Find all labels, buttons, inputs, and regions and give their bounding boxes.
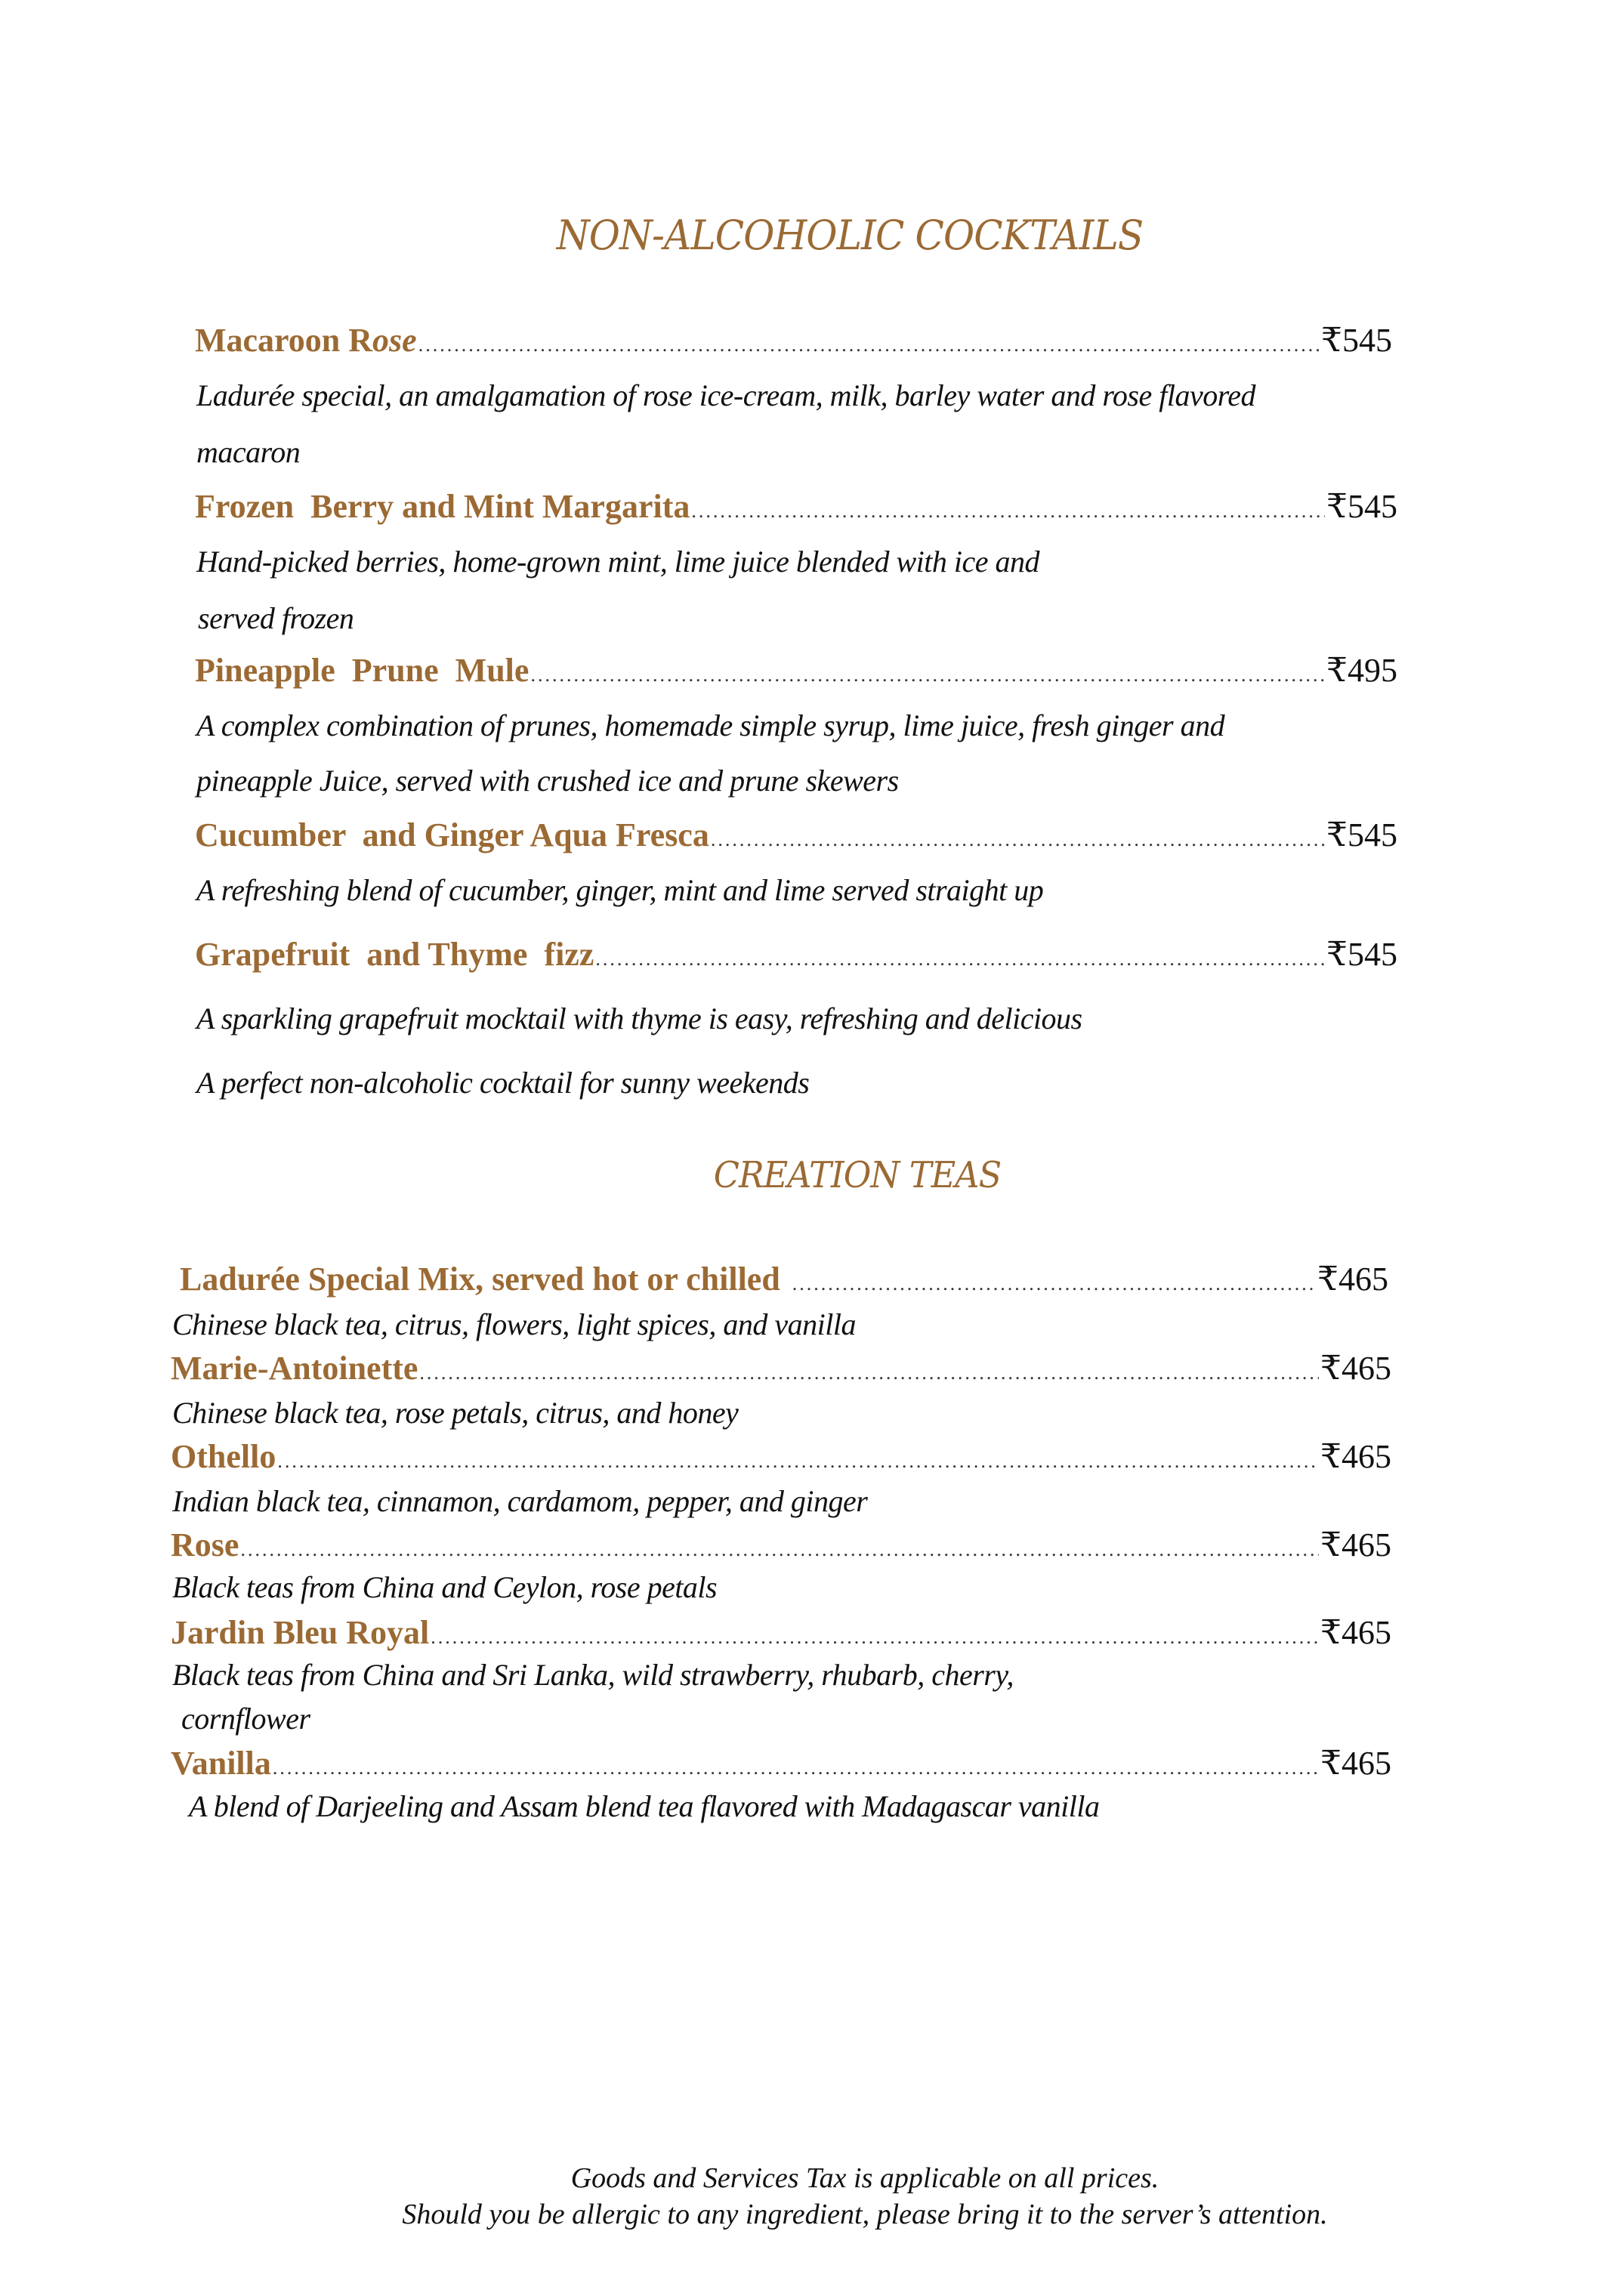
item-name: Frozen Berry and Mint Margarita xyxy=(195,488,690,525)
dot-leader xyxy=(595,948,1325,971)
section-title-non-alcoholic-cocktails: NON-ALCOHOLIC COCKTAILS xyxy=(556,211,1144,259)
menu-item-othello xyxy=(171,1437,1391,1476)
item-description: Chinese black tea, citrus, flowers, light spices, and vanilla xyxy=(172,1307,856,1341)
item-description: served frozen xyxy=(198,601,354,635)
item-price: ₹545 xyxy=(1326,936,1397,973)
item-name: Rose xyxy=(171,1526,239,1563)
item-description: pineapple Juice, served with crushed ice and prune skewers xyxy=(196,764,899,798)
item-price: ₹495 xyxy=(1326,652,1397,689)
dot-leader xyxy=(691,500,1325,523)
item-price: ₹465 xyxy=(1320,1745,1391,1782)
item-description: Chinese black tea, rose petals, citrus, and honey xyxy=(172,1396,739,1430)
item-name: Macaroon Rose xyxy=(195,322,417,359)
item-price: ₹465 xyxy=(1317,1261,1388,1298)
item-description: cornflower xyxy=(181,1702,310,1736)
item-description: A blend of Darjeeling and Assam blend tea flavored with Madagascar vanilla xyxy=(189,1789,1100,1823)
item-name: Vanilla xyxy=(171,1745,271,1782)
footer-allergy-note: Should you be allergic to any ingredient, please bring it to the server’s attention. xyxy=(402,2199,1328,2230)
item-description: Black teas from China and Ceylon, rose petals xyxy=(172,1570,718,1604)
menu-item-cucumber-ginger-aqua-fresca xyxy=(195,816,1397,854)
item-price: ₹465 xyxy=(1320,1526,1391,1563)
menu-item-macaroon-rose xyxy=(195,321,1392,360)
item-price: ₹545 xyxy=(1321,322,1392,359)
menu-item-marie-antoinette xyxy=(171,1349,1391,1387)
item-price: ₹465 xyxy=(1320,1614,1391,1651)
item-description: A complex combination of prunes, homemade simple syrup, lime juice, fresh ginger and xyxy=(196,708,1225,742)
dot-leader xyxy=(277,1450,1319,1473)
item-price: ₹465 xyxy=(1320,1350,1391,1387)
item-description: Ladurée special, an amalgamation of rose ice-cream, milk, barley water and rose flavored xyxy=(196,378,1256,412)
item-description: Black teas from China and Sri Lanka, wild strawberry, rhubarb, cherry, xyxy=(172,1658,1014,1692)
menu-item-grapefruit-thyme-fizz xyxy=(195,935,1397,974)
item-name: Pineapple Prune Mule xyxy=(195,652,529,689)
menu-item-rose xyxy=(171,1526,1391,1564)
item-name: Grapefruit and Thyme fizz xyxy=(195,936,594,973)
menu-item-pineapple-prune-mule xyxy=(195,651,1397,690)
dot-leader xyxy=(711,829,1325,851)
item-price: ₹545 xyxy=(1326,816,1397,853)
item-description: A refreshing blend of cucumber, ginger, mint and lime served straight up xyxy=(196,873,1044,907)
menu-item-vanilla xyxy=(171,1744,1391,1782)
item-name: Cucumber and Ginger Aqua Fresca xyxy=(195,816,709,853)
dot-leader xyxy=(431,1626,1319,1649)
dot-leader xyxy=(273,1757,1319,1779)
dot-leader xyxy=(530,664,1325,687)
item-name: Jardin Bleu Royal xyxy=(171,1614,430,1651)
item-description: A sparkling grapefruit mocktail with thyme is easy, refreshing and delicious xyxy=(196,1001,1082,1035)
item-description: Indian black tea, cinnamon, cardamom, pepper, and ginger xyxy=(172,1484,868,1518)
menu-item-jardin-bleu-royal xyxy=(171,1613,1391,1652)
item-description: macaron xyxy=(196,435,301,469)
item-price: ₹545 xyxy=(1326,488,1397,525)
menu-item-frozen-berry-mint-margarita xyxy=(195,487,1397,526)
section-title-creation-teas: CREATION TEAS xyxy=(713,1154,1002,1196)
item-name: Othello xyxy=(171,1438,276,1475)
dot-leader xyxy=(419,1362,1319,1384)
item-name: Ladurée Special Mix, served hot or chilled xyxy=(180,1261,780,1298)
dot-leader xyxy=(792,1273,1316,1295)
item-name: Marie-Antoinette xyxy=(171,1350,418,1387)
dot-leader xyxy=(418,334,1320,356)
dot-leader xyxy=(240,1538,1319,1561)
item-price: ₹465 xyxy=(1320,1438,1391,1475)
item-description: A perfect non-alcoholic cocktail for sunny weekends xyxy=(196,1066,810,1100)
footer-tax-note: Goods and Services Tax is applicable on all prices. xyxy=(570,2162,1159,2194)
menu-item-laduree-special-mix xyxy=(180,1260,1388,1298)
item-description: Hand-picked berries, home-grown mint, lime juice blended with ice and xyxy=(196,545,1039,579)
